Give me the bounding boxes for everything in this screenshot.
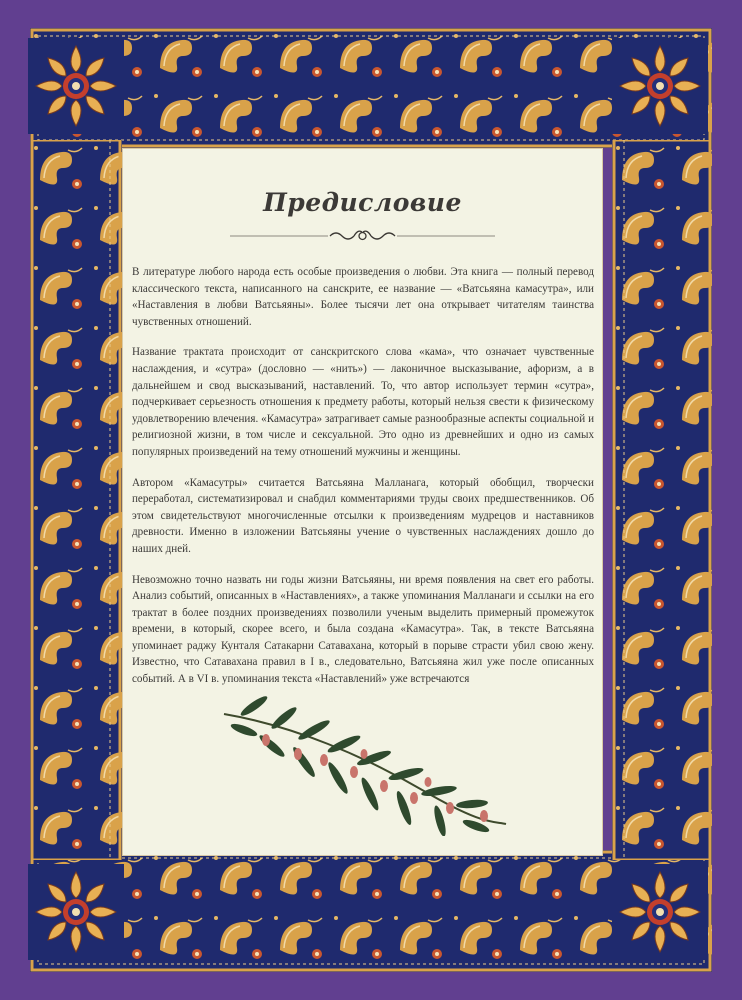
- paragraph: Автором «Камасутры» считается Ватсьяяна Малланага, который обобщил, творчески переработал, систематизировал и снабдил комментариями труды своих предшественников. Об этом свидетельствуют многочисленные отсылки к произведениям мудрецов и наставников древности. Именно в изложении Ватсьяяны учение о чувственных наслаждениях дошло до наших дней.: [132, 476, 594, 555]
- paisley-border-icon: [30, 850, 712, 972]
- paisley-border-icon: [30, 28, 712, 148]
- paisley-border-left: [30, 140, 122, 860]
- paisley-border-bottom: [30, 850, 712, 972]
- paragraph: Название трактата происходит от санскритского слова «кама», что означает чувственные наслаждения, и «сутра» (дословно — «нить») — лаконичное высказывание, афоризм, а в дальнейшем и свод высказываний, наставлений. То, что автор использует термин «сутра», подчеркивает серьезность отношения к предмету работы, который нельзя свести к физическому удовлетворению влечения. «Камасутра» затрагивает самые разнообразные аспекты социальной и религиозной жизни, в том числе и сексуальной. Это одно из древнейших и одно из самых популярных произведений на тему отношений мужчины и женщины.: [132, 346, 594, 458]
- flower-corner-icon: [28, 38, 124, 134]
- flower-corner-icon: [612, 38, 708, 134]
- flower-corner-icon: [612, 864, 708, 960]
- text-panel: [122, 148, 603, 856]
- paragraph: В литературе любого народа есть особые произведения о любви. Эта книга — полный перевод классического текста, написанного на санскрите, ее название — «Ватсьяяна камасутра», или «Наставления в любви Ватсьяяны». Более тысячи лет она открывает читателям таинства чувственных отношений.: [132, 266, 594, 328]
- title-ornament-icon: [230, 228, 495, 244]
- olive-branch-illustration: [214, 696, 514, 836]
- paisley-border-right: [612, 140, 712, 860]
- flower-corner-icon: [28, 864, 124, 960]
- body-text: [132, 264, 594, 702]
- paragraph: Невозможно точно назвать ни годы жизни Ватсьяяны, ни время появления на свет его работы. Анализ событий, описанных в «Наставлениях», а также упоминания Малланаги и ссылки на его трактат в более поздних произведениях позволили ученым выделить примерный промежуток времени, в который, скорее всего, и была создана «Камасутра». Так, в тексте Ватсьяяна упоминает раджу Кунталя Сатакарни Сатавахана, который в порыве страсти убил свою жену. Известно, что Сатавахана правил в I в., следовательно, Ватсьяяна жил уже после описанных событий. А в VI в. упоминания текста «Наставлений» уже встречаются: [132, 573, 594, 686]
- paisley-border-top: [30, 28, 712, 148]
- paisley-border-icon: [30, 140, 122, 860]
- page-title: Предисловие: [263, 188, 462, 217]
- paisley-border-icon: [612, 140, 712, 860]
